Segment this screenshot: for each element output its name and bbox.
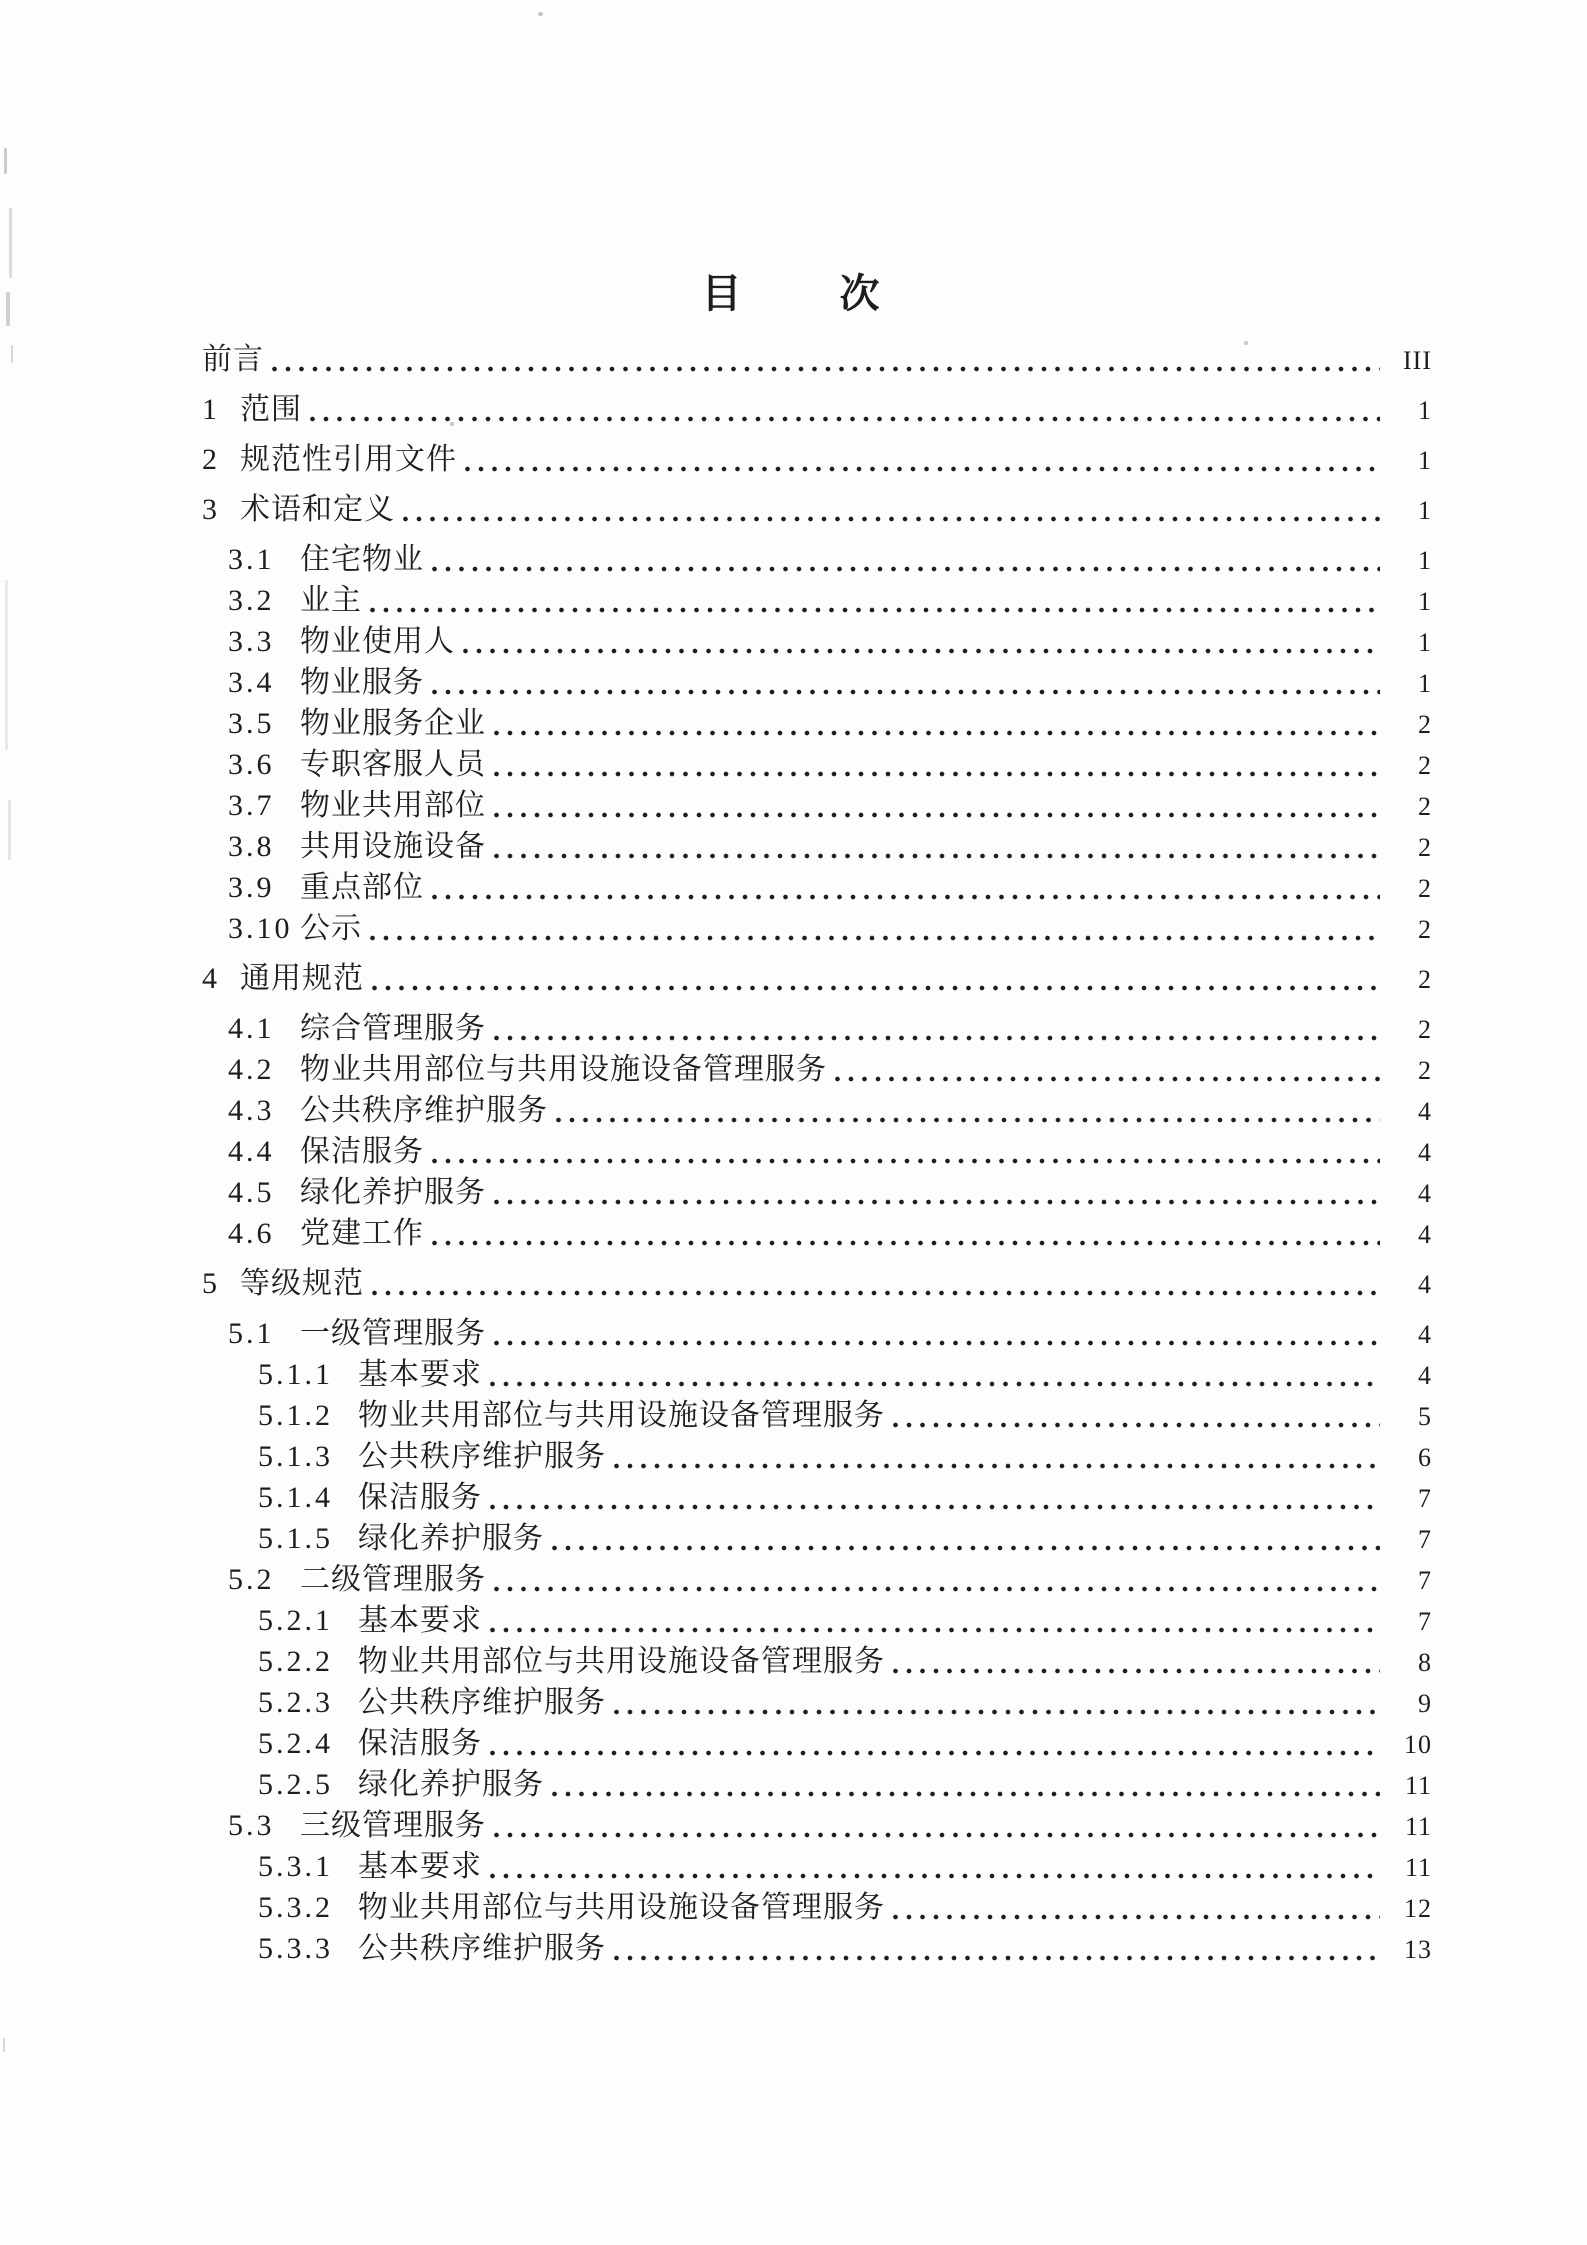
toc-entry-label: 绿化养护服务 [300, 1176, 486, 1209]
toc-entry [0, 1559, 1432, 1600]
toc-entry-page: 4 [1418, 1361, 1432, 1390]
toc-entry [0, 1764, 1432, 1805]
toc-entry-label: 公共秩序维护服务 [300, 1094, 548, 1127]
toc-entry-number: 5.2 [228, 1563, 275, 1596]
toc-entry [0, 785, 1432, 826]
toc-entry [0, 1723, 1432, 1764]
dot-leader [370, 607, 1380, 613]
dot-leader [614, 1955, 1380, 1961]
dot-leader [490, 1504, 1380, 1510]
toc-entry-label: 公示 [300, 912, 362, 945]
toc-entry-number: 5.3.3 [258, 1932, 333, 1965]
dot-leader [494, 812, 1380, 818]
toc-entry [0, 826, 1432, 867]
dot-leader [835, 1076, 1380, 1082]
toc-entry-number: 3.8 [228, 830, 275, 863]
dot-leader [432, 566, 1380, 572]
toc-entry-label: 业主 [300, 584, 362, 617]
toc-entry-number: 1 [202, 393, 220, 426]
dot-leader [463, 648, 1380, 654]
toc-entry [0, 1049, 1432, 1090]
toc-entry-page: 5 [1418, 1402, 1432, 1431]
toc-entry [0, 1354, 1432, 1395]
scan-artifact [6, 292, 10, 326]
toc-entry-page: 10 [1404, 1730, 1432, 1759]
toc-entry-page: 6 [1418, 1443, 1432, 1472]
toc-entry-number: 4.1 [228, 1012, 275, 1045]
toc-entry [0, 1008, 1432, 1049]
toc-entry-label: 通用规范 [240, 962, 364, 995]
toc-entry [0, 580, 1432, 621]
toc-entry-page: 7 [1418, 1566, 1432, 1595]
toc-entry-label: 物业共用部位与共用设施设备管理服务 [358, 1399, 885, 1432]
toc-entry-page: 1 [1418, 628, 1432, 657]
dot-leader [494, 771, 1380, 777]
dot-leader [614, 1463, 1380, 1469]
toc-entry-number: 5.1 [228, 1317, 275, 1350]
scan-artifact [450, 422, 454, 426]
toc-entry-label: 公共秩序维护服务 [358, 1440, 606, 1473]
toc-entry-label: 公共秩序维护服务 [358, 1686, 606, 1719]
dot-leader [552, 1791, 1380, 1797]
toc-entry-number: 5.2.5 [258, 1768, 333, 1801]
toc-entry [0, 1131, 1432, 1172]
toc-entry [0, 1682, 1432, 1723]
page-title: 目 次 [701, 271, 886, 316]
toc-entry [0, 1805, 1432, 1846]
scan-artifact [9, 208, 12, 278]
toc-entry-page: 4 [1418, 1220, 1432, 1249]
dot-leader [370, 935, 1380, 941]
dot-leader [403, 516, 1380, 522]
dot-leader [494, 1035, 1380, 1041]
toc-entry-label: 二级管理服务 [300, 1563, 486, 1596]
toc-entry-label: 物业使用人 [300, 625, 455, 658]
toc-entry-number: 4.6 [228, 1217, 275, 1250]
scan-artifact [3, 2038, 5, 2052]
toc-entry-label: 共用设施设备 [300, 830, 486, 863]
toc-entry-page: 4 [1418, 1138, 1432, 1167]
toc-entry-number: 4.3 [228, 1094, 275, 1127]
toc-entry-label: 保洁服务 [358, 1727, 482, 1760]
toc-entry-number: 5 [202, 1267, 220, 1300]
dot-leader [310, 416, 1380, 422]
toc-entry [0, 1213, 1432, 1254]
toc-entry-page: 11 [1404, 1812, 1432, 1841]
toc-entry-number: 3.1 [228, 543, 275, 576]
toc-list [0, 330, 1432, 1969]
dot-leader [494, 1199, 1380, 1205]
dot-leader [465, 466, 1380, 472]
toc-entry-page: 2 [1418, 915, 1432, 944]
toc-entry-label: 保洁服务 [358, 1481, 482, 1514]
toc-entry-page: 4 [1418, 1097, 1432, 1126]
toc-entry-number: 3.6 [228, 748, 275, 781]
scan-artifact [4, 148, 7, 174]
scan-artifact [5, 580, 8, 750]
toc-entry-number: 5.2.3 [258, 1686, 333, 1719]
dot-leader [893, 1422, 1380, 1428]
toc-entry-number: 3.9 [228, 871, 275, 904]
toc-entry-page: III [1403, 346, 1432, 375]
toc-entry-page: 11 [1404, 1771, 1432, 1800]
toc-entry-page: 2 [1418, 792, 1432, 821]
scan-artifact [1244, 341, 1248, 345]
toc-entry [0, 1641, 1432, 1682]
toc-entry-page: 2 [1418, 833, 1432, 862]
toc-entry-page: 2 [1418, 874, 1432, 903]
dot-leader [552, 1545, 1380, 1551]
dot-leader [432, 1158, 1380, 1164]
toc-entry-label: 术语和定义 [240, 493, 395, 526]
dot-leader [893, 1668, 1380, 1674]
toc-entry-page: 2 [1418, 965, 1432, 994]
toc-entry [0, 1090, 1432, 1131]
toc-entry-page: 1 [1418, 587, 1432, 616]
toc-entry [0, 1172, 1432, 1213]
dot-leader [614, 1709, 1380, 1715]
toc-entry-label: 专职客服人员 [300, 748, 486, 781]
toc-entry-label: 范围 [240, 393, 302, 426]
toc-entry-page: 1 [1418, 496, 1432, 525]
toc-entry-number: 5.1.3 [258, 1440, 333, 1473]
toc-entry [0, 1518, 1432, 1559]
toc-entry-label: 绿化养护服务 [358, 1522, 544, 1555]
toc-entry [0, 389, 1432, 430]
dot-leader [490, 1750, 1380, 1756]
toc-entry-number: 3.7 [228, 789, 275, 822]
toc-entry-page: 2 [1418, 1015, 1432, 1044]
toc-entry-label: 重点部位 [300, 871, 424, 904]
toc-entry-label: 物业共用部位与共用设施设备管理服务 [300, 1053, 827, 1086]
dot-leader [494, 1586, 1380, 1592]
toc-entry-number: 5.1.1 [258, 1358, 333, 1391]
toc-entry [0, 621, 1432, 662]
toc-entry [0, 908, 1432, 949]
toc-entry-page: 8 [1418, 1648, 1432, 1677]
toc-entry-page: 1 [1418, 546, 1432, 575]
toc-entry-number: 3.4 [228, 666, 275, 699]
toc-entry-page: 2 [1418, 710, 1432, 739]
scan-artifact [538, 12, 543, 16]
toc-entry [0, 439, 1432, 480]
dot-leader [494, 730, 1380, 736]
toc-entry-page: 7 [1418, 1525, 1432, 1554]
toc-entry [0, 489, 1432, 530]
dot-leader [372, 985, 1380, 991]
toc-entry-label: 绿化养护服务 [358, 1768, 544, 1801]
toc-entry-label: 物业共用部位与共用设施设备管理服务 [358, 1891, 885, 1924]
toc-entry-page: 2 [1418, 1056, 1432, 1085]
toc-entry-label: 一级管理服务 [300, 1317, 486, 1350]
toc-entry [0, 703, 1432, 744]
toc-entry-label: 物业服务企业 [300, 707, 486, 740]
dot-leader [494, 1340, 1380, 1346]
toc-entry-page: 13 [1404, 1935, 1432, 1964]
toc-entry-label: 三级管理服务 [300, 1809, 486, 1842]
toc-entry-number: 3 [202, 493, 220, 526]
toc-entry-number: 4.2 [228, 1053, 275, 1086]
toc-entry [0, 1436, 1432, 1477]
toc-entry [0, 339, 1432, 380]
toc-entry-number: 5.1.4 [258, 1481, 333, 1514]
toc-entry-page: 4 [1418, 1179, 1432, 1208]
toc-entry [0, 1477, 1432, 1518]
toc-entry-label: 等级规范 [240, 1267, 364, 1300]
toc-entry [0, 744, 1432, 785]
toc-entry-label: 保洁服务 [300, 1135, 424, 1168]
toc-entry-page: 7 [1418, 1484, 1432, 1513]
toc-entry-number: 5.1.2 [258, 1399, 333, 1432]
toc-entry-page: 1 [1418, 669, 1432, 698]
toc-entry-number: 3.5 [228, 707, 275, 740]
toc-entry [0, 867, 1432, 908]
toc-entry-page: 2 [1418, 751, 1432, 780]
dot-leader [494, 853, 1380, 859]
toc-entry [0, 1263, 1432, 1304]
toc-entry-label: 住宅物业 [300, 543, 424, 576]
dot-leader [372, 1290, 1380, 1296]
toc-entry-number: 5.3.2 [258, 1891, 333, 1924]
scan-artifact [11, 345, 13, 363]
toc-entry-number: 3.3 [228, 625, 275, 658]
toc-entry-label: 综合管理服务 [300, 1012, 486, 1045]
toc-entry [0, 1846, 1432, 1887]
toc-entry-number: 4.5 [228, 1176, 275, 1209]
toc-entry [0, 958, 1432, 999]
dot-leader [432, 894, 1380, 900]
dot-leader [490, 1873, 1380, 1879]
toc-entry-number: 5.2.4 [258, 1727, 333, 1760]
toc-entry-number: 5.2.2 [258, 1645, 333, 1678]
toc-entry-label: 规范性引用文件 [240, 443, 457, 476]
dot-leader [556, 1117, 1380, 1123]
toc-entry-page: 9 [1418, 1689, 1432, 1718]
toc-entry [0, 539, 1432, 580]
dot-leader [432, 1240, 1380, 1246]
toc-entry [0, 1600, 1432, 1641]
toc-entry [0, 662, 1432, 703]
toc-entry-page: 11 [1404, 1853, 1432, 1882]
toc-entry-label: 党建工作 [300, 1217, 424, 1250]
toc-entry-label: 基本要求 [358, 1358, 482, 1391]
dot-leader [893, 1914, 1380, 1920]
toc-entry [0, 1887, 1432, 1928]
dot-leader [494, 1832, 1380, 1838]
toc-entry [0, 1395, 1432, 1436]
toc-entry-number: 4.4 [228, 1135, 275, 1168]
toc-entry [0, 1313, 1432, 1354]
toc-entry-page: 1 [1418, 446, 1432, 475]
toc-entry-label: 基本要求 [358, 1850, 482, 1883]
toc-entry-page: 1 [1418, 396, 1432, 425]
toc-entry-label: 前言 [202, 343, 264, 376]
toc-entry-number: 5.3.1 [258, 1850, 333, 1883]
toc-entry [0, 1928, 1432, 1969]
dot-leader [490, 1381, 1380, 1387]
toc-entry-label: 基本要求 [358, 1604, 482, 1637]
toc-entry-label: 物业服务 [300, 666, 424, 699]
toc-entry-number: 2 [202, 443, 220, 476]
toc-entry-label: 公共秩序维护服务 [358, 1932, 606, 1965]
toc-entry-page: 4 [1418, 1320, 1432, 1349]
toc-entry-page: 4 [1418, 1270, 1432, 1299]
toc-entry-label: 物业共用部位与共用设施设备管理服务 [358, 1645, 885, 1678]
scan-artifact [8, 800, 11, 860]
dot-leader [432, 689, 1380, 695]
toc-entry-label: 物业共用部位 [300, 789, 486, 822]
toc-entry-number: 3.10 [228, 912, 293, 945]
toc-entry-number: 3.2 [228, 584, 275, 617]
toc-entry-page: 12 [1404, 1894, 1432, 1923]
toc-entry-number: 5.1.5 [258, 1522, 333, 1555]
dot-leader [272, 366, 1380, 372]
toc-entry-page: 7 [1418, 1607, 1432, 1636]
dot-leader [490, 1627, 1380, 1633]
toc-entry-number: 4 [202, 962, 220, 995]
toc-entry-number: 5.2.1 [258, 1604, 333, 1637]
toc-entry-number: 5.3 [228, 1809, 275, 1842]
